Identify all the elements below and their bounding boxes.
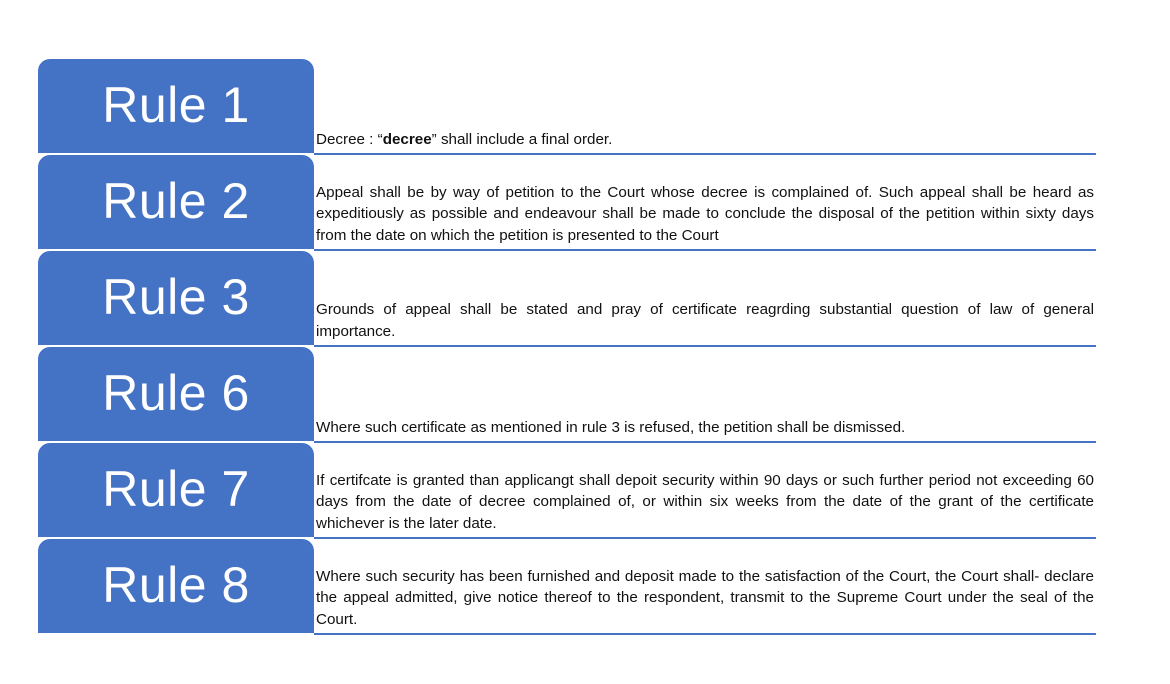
rule-label: Rule 2: [38, 155, 314, 249]
rule-text-container: [314, 251, 1096, 347]
rule-text: Where such certificate as mentioned in rule 3 is refused, the petition shall be dismissed.: [316, 418, 906, 436]
rule-label: Rule 8: [38, 539, 314, 633]
rule-text-container: [314, 59, 1096, 155]
rule-row-1: [38, 59, 1096, 155]
rules-list: [38, 59, 1096, 635]
rule-label: Rule 1: [38, 59, 314, 153]
rule-text-bold-term: decree: [382, 130, 432, 148]
rule-text-container: [314, 539, 1096, 635]
rule-text: Grounds of appeal shall be stated and pray of certificate reagrding substantial question of law of general importance.: [316, 301, 1094, 340]
rule-row-8: [38, 539, 1096, 635]
rule-text-container: [314, 155, 1096, 251]
rule-label: Rule 7: [38, 443, 314, 537]
rule-row-7: [38, 443, 1096, 539]
rule-row-2: [38, 155, 1096, 251]
rule-text-container: [314, 443, 1096, 539]
rule-text: Where such security has been furnished and deposit made to the satisfaction of the Court, the Court shall- declare the appeal admitted, give notice thereof to the respondent, transmit to the Supreme Court under the seal of the Court.: [316, 567, 1094, 628]
rule-text-suffix: ” shall include a final order.: [431, 130, 613, 148]
rule-text: Appeal shall be by way of petition to the Court whose decree is complained of. Such appeal shall be heard as expeditiously as possible and endeavour shall be made to conclude the disposal of the petition within sixty days from the date on which the petition is presented to the Court: [316, 183, 1094, 244]
rule-row-3: [38, 251, 1096, 347]
rule-row-6: [38, 347, 1096, 443]
rule-label: Rule 6: [38, 347, 314, 441]
rule-text-prefix: Decree : “: [316, 130, 383, 148]
rule-text: If certifcate is granted than applicangt shall depoit security within 90 days or such further period not exceeding 60 days from the date of decree complained of, or within six weeks from the date of the grant of the certificate whichever is the later date.: [316, 471, 1094, 532]
rule-label: Rule 3: [38, 251, 314, 345]
rule-text: [316, 129, 1094, 151]
rule-text-container: [314, 347, 1096, 443]
